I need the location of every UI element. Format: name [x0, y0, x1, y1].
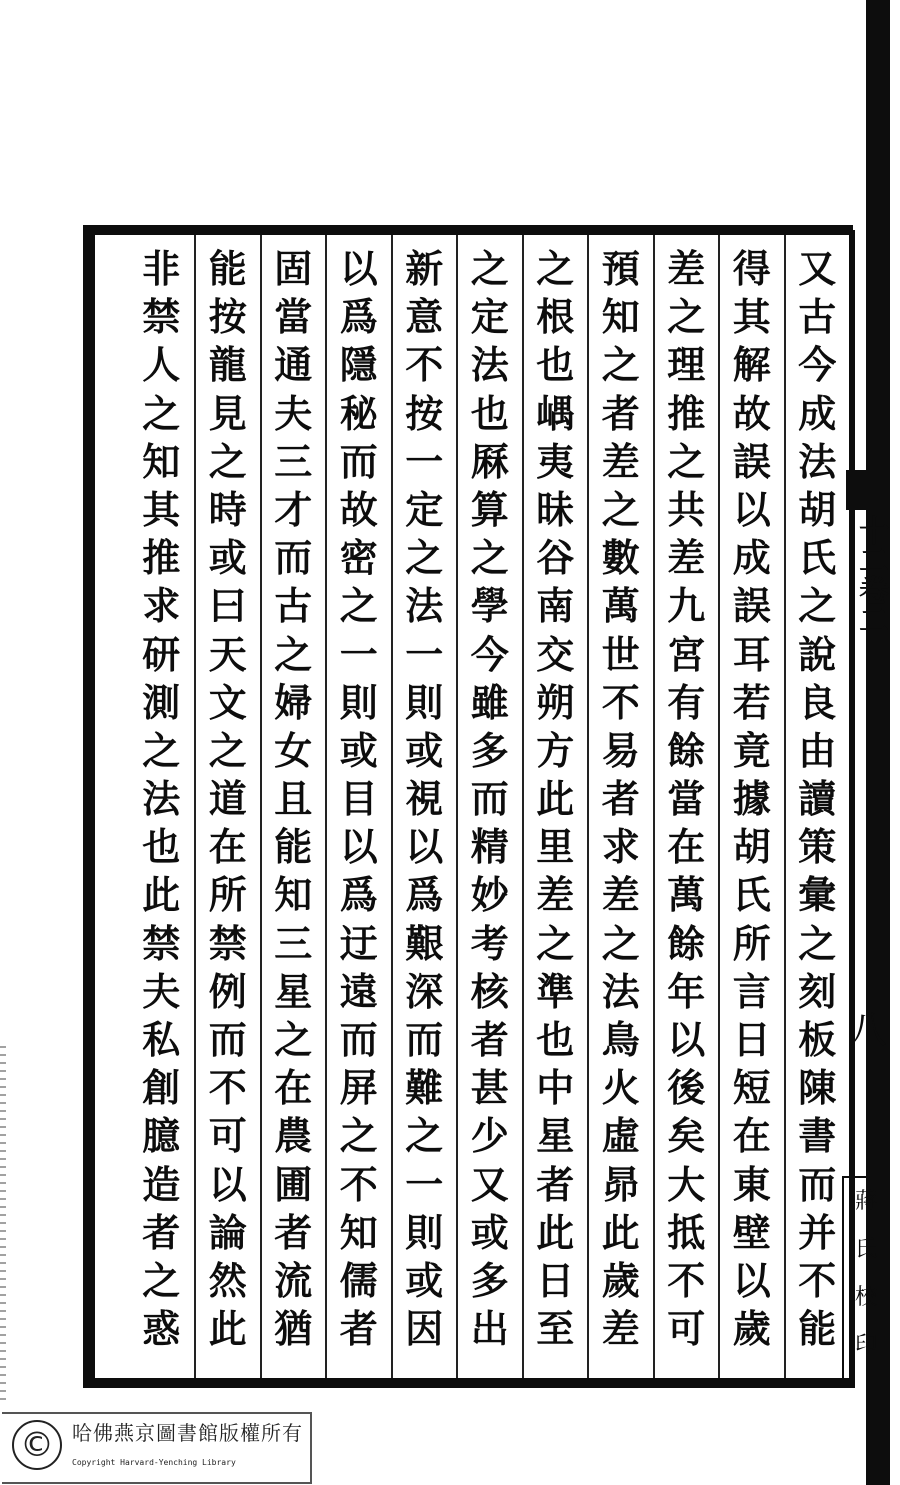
text-glyph: 屏	[339, 1065, 378, 1111]
text-glyph: 之	[798, 920, 837, 966]
text-glyph: 差	[667, 535, 706, 581]
text-glyph: 者	[601, 390, 640, 436]
text-glyph: 論	[208, 1209, 247, 1255]
text-glyph: 則	[339, 679, 378, 725]
text-glyph: 在	[732, 1113, 771, 1159]
text-glyph: 星	[274, 968, 313, 1014]
text-glyph: 之	[405, 1113, 444, 1159]
text-glyph: 星	[536, 1113, 575, 1159]
text-glyph: 火	[601, 1065, 640, 1111]
text-glyph: 一	[405, 631, 444, 677]
text-glyph: 法	[405, 583, 444, 629]
text-glyph: 以	[208, 1161, 247, 1207]
text-glyph: 又	[798, 246, 837, 291]
text-glyph: 天	[208, 631, 247, 677]
text-glyph: 在	[208, 824, 247, 870]
text-glyph: 數	[601, 535, 640, 581]
text-column	[587, 235, 653, 1378]
text-glyph: 臆	[142, 1113, 181, 1159]
text-glyph: 故	[732, 390, 771, 436]
text-glyph: 宮	[667, 631, 706, 677]
seal-char: 校	[854, 1285, 877, 1310]
text-glyph: 成	[798, 390, 837, 436]
text-glyph: 知	[339, 1209, 378, 1255]
text-glyph: 讀	[798, 776, 837, 822]
copyright-english: Copyright Harvard-Yenching Library	[72, 1458, 236, 1467]
text-glyph: 難	[405, 1065, 444, 1111]
text-glyph: 預	[601, 246, 640, 291]
text-glyph: 里	[536, 824, 575, 870]
text-glyph: 例	[208, 968, 247, 1014]
text-glyph: 當	[667, 776, 706, 822]
text-glyph: 刻	[798, 968, 837, 1014]
text-glyph: 而	[339, 1017, 378, 1062]
text-glyph: 并	[798, 1209, 837, 1255]
text-glyph: 者	[470, 1017, 509, 1062]
text-column	[784, 235, 850, 1378]
text-glyph: 道	[208, 776, 247, 822]
text-glyph: 學	[470, 583, 509, 629]
text-glyph: 法	[470, 342, 509, 388]
text-glyph: 而	[339, 438, 378, 484]
text-glyph: 以	[732, 1257, 771, 1303]
text-glyph: 說	[798, 631, 837, 677]
text-glyph: 歲	[601, 1257, 640, 1303]
text-glyph: 能	[274, 824, 313, 870]
text-glyph: 新	[405, 246, 444, 291]
text-glyph: 陳	[798, 1065, 837, 1111]
text-column	[129, 235, 195, 1378]
text-glyph: 至	[536, 1306, 575, 1352]
text-glyph: 不	[798, 1257, 837, 1303]
text-glyph: 方	[536, 727, 575, 773]
text-glyph: 之	[536, 920, 575, 966]
text-glyph: 解	[732, 342, 771, 388]
text-glyph: 儒	[339, 1257, 378, 1303]
text-glyph: 彙	[798, 872, 837, 918]
text-glyph: 測	[142, 679, 181, 725]
text-glyph: 以	[667, 1017, 706, 1062]
text-glyph: 策	[798, 824, 837, 870]
text-glyph: 而	[208, 1017, 247, 1062]
text-glyph: 才	[274, 486, 313, 532]
text-glyph: 虛	[601, 1113, 640, 1159]
text-glyph: 差	[536, 872, 575, 918]
text-glyph: 鳥	[601, 1017, 640, 1062]
text-glyph: 或	[405, 1257, 444, 1303]
text-glyph: 此	[536, 776, 575, 822]
text-glyph: 之	[470, 246, 509, 291]
text-glyph: 固	[274, 246, 313, 291]
text-glyph: 此	[536, 1209, 575, 1255]
text-glyph: 私	[142, 1017, 181, 1062]
text-glyph: 通	[274, 342, 313, 388]
text-glyph: 知	[274, 872, 313, 918]
text-glyph: 書	[798, 1113, 837, 1159]
text-glyph: 妙	[470, 872, 509, 918]
text-glyph: 甚	[470, 1065, 509, 1111]
text-glyph: 所	[732, 920, 771, 966]
text-glyph: 爲	[405, 872, 444, 918]
text-glyph: 三	[274, 920, 313, 966]
text-column	[260, 235, 326, 1378]
text-glyph: 見	[208, 390, 247, 436]
text-glyph: 一	[405, 1161, 444, 1207]
text-glyph: 或	[405, 727, 444, 773]
text-glyph: 朔	[536, 679, 575, 725]
text-glyph: 者	[142, 1209, 181, 1255]
text-glyph: 昴	[601, 1161, 640, 1207]
text-glyph: 誤	[732, 438, 771, 484]
text-glyph: 差	[601, 872, 640, 918]
page-number: 八	[848, 1008, 887, 1052]
text-glyph: 不	[601, 679, 640, 725]
copyright-icon: ©	[12, 1420, 62, 1470]
text-glyph: 之	[339, 1113, 378, 1159]
text-column	[194, 235, 260, 1378]
text-glyph: 時	[208, 486, 247, 532]
text-glyph: 知	[601, 294, 640, 340]
text-glyph: 深	[405, 968, 444, 1014]
text-glyph: 日	[536, 1257, 575, 1303]
text-glyph: 婦	[274, 679, 313, 725]
text-glyph: 以	[339, 246, 378, 291]
text-glyph: 之	[142, 390, 181, 436]
text-glyph: 惑	[142, 1306, 181, 1352]
text-glyph: 氏	[732, 872, 771, 918]
text-glyph: 迂	[339, 920, 378, 966]
text-glyph: 不	[339, 1161, 378, 1207]
text-glyph: 曰	[208, 583, 247, 629]
text-glyph: 今	[470, 631, 509, 677]
text-glyph: 者	[274, 1209, 313, 1255]
text-glyph: 定	[405, 486, 444, 532]
text-glyph: 夷	[536, 438, 575, 484]
text-glyph: 之	[274, 631, 313, 677]
text-glyph: 抵	[667, 1209, 706, 1255]
text-glyph: 而	[470, 776, 509, 822]
text-glyph: 之	[667, 294, 706, 340]
text-glyph: 核	[470, 968, 509, 1014]
text-glyph: 之	[667, 438, 706, 484]
text-glyph: 可	[667, 1306, 706, 1352]
text-glyph: 之	[601, 920, 640, 966]
text-glyph: 共	[667, 486, 706, 532]
text-glyph: 日	[732, 1017, 771, 1062]
text-column	[391, 235, 457, 1378]
text-glyph: 定	[470, 294, 509, 340]
text-glyph: 此	[601, 1209, 640, 1255]
text-glyph: 不	[405, 342, 444, 388]
text-glyph: 氏	[798, 535, 837, 581]
text-glyph: 胡	[732, 824, 771, 870]
collector-seal	[842, 1176, 888, 1383]
text-glyph: 嵎	[536, 390, 575, 436]
text-glyph: 不	[667, 1257, 706, 1303]
text-glyph: 此	[142, 872, 181, 918]
text-glyph: 可	[208, 1113, 247, 1159]
text-glyph: 龍	[208, 342, 247, 388]
text-glyph: 法	[798, 438, 837, 484]
text-glyph: 之	[601, 342, 640, 388]
text-glyph: 之	[601, 486, 640, 532]
text-glyph: 年	[667, 968, 706, 1014]
text-glyph: 者	[601, 776, 640, 822]
text-glyph: 能	[208, 246, 247, 291]
text-glyph: 意	[405, 294, 444, 340]
text-glyph: 爲	[339, 872, 378, 918]
text-glyph: 以	[732, 486, 771, 532]
text-glyph: 良	[798, 679, 837, 725]
text-glyph: 在	[667, 824, 706, 870]
text-glyph: 禁	[142, 920, 181, 966]
text-glyph: 餘	[667, 920, 706, 966]
text-glyph: 隱	[339, 342, 378, 388]
text-glyph: 之	[470, 535, 509, 581]
text-glyph: 谷	[536, 535, 575, 581]
text-glyph: 求	[601, 824, 640, 870]
text-glyph: 中	[536, 1065, 575, 1111]
text-glyph: 猶	[274, 1306, 313, 1352]
text-glyph: 視	[405, 776, 444, 822]
text-glyph: 密	[339, 535, 378, 581]
text-columns	[95, 235, 849, 1378]
text-glyph: 厤	[470, 438, 509, 484]
text-glyph: 九	[667, 583, 706, 629]
text-glyph: 者	[339, 1306, 378, 1352]
text-glyph: 萬	[601, 583, 640, 629]
text-glyph: 者	[536, 1161, 575, 1207]
text-glyph: 差	[667, 246, 706, 291]
text-glyph: 差	[601, 1306, 640, 1352]
text-glyph: 則	[405, 1209, 444, 1255]
text-column	[522, 235, 588, 1378]
text-glyph: 又	[470, 1161, 509, 1207]
text-glyph: 農	[274, 1113, 313, 1159]
text-glyph: 交	[536, 631, 575, 677]
text-glyph: 爲	[339, 294, 378, 340]
text-glyph: 秘	[339, 390, 378, 436]
text-glyph: 夫	[142, 968, 181, 1014]
text-glyph: 世	[601, 631, 640, 677]
text-glyph: 禁	[142, 294, 181, 340]
text-glyph: 以	[405, 824, 444, 870]
text-glyph: 遠	[339, 968, 378, 1014]
text-glyph: 雖	[470, 679, 509, 725]
text-glyph: 昧	[536, 486, 575, 532]
text-glyph: 得	[732, 246, 771, 291]
text-glyph: 易	[601, 727, 640, 773]
text-glyph: 也	[536, 1017, 575, 1062]
text-column	[456, 235, 522, 1378]
text-glyph: 或	[470, 1209, 509, 1255]
text-glyph: 之	[274, 1017, 313, 1062]
text-glyph: 由	[798, 727, 837, 773]
text-glyph: 多	[470, 1257, 509, 1303]
text-glyph: 而	[798, 1161, 837, 1207]
text-glyph: 其	[142, 486, 181, 532]
text-glyph: 流	[274, 1257, 313, 1303]
text-glyph: 東	[732, 1161, 771, 1207]
text-glyph: 耳	[732, 631, 771, 677]
text-glyph: 算	[470, 486, 509, 532]
text-glyph: 若	[732, 679, 771, 725]
text-glyph: 法	[142, 776, 181, 822]
text-glyph: 推	[142, 535, 181, 581]
text-glyph: 言	[732, 968, 771, 1014]
text-glyph: 考	[470, 920, 509, 966]
text-glyph: 之	[142, 1257, 181, 1303]
seal-char: 氏	[854, 1237, 877, 1262]
text-glyph: 之	[405, 535, 444, 581]
text-glyph: 之	[208, 727, 247, 773]
text-glyph: 或	[208, 535, 247, 581]
text-glyph: 歲	[732, 1306, 771, 1352]
text-glyph: 南	[536, 583, 575, 629]
text-glyph: 然	[208, 1257, 247, 1303]
text-glyph: 能	[798, 1306, 837, 1352]
text-glyph: 古	[798, 294, 837, 340]
text-glyph: 成	[732, 535, 771, 581]
margin-title: 十二卷二	[853, 515, 888, 635]
text-glyph: 此	[208, 1306, 247, 1352]
text-glyph: 壁	[732, 1209, 771, 1255]
text-glyph: 禁	[208, 920, 247, 966]
text-glyph: 矣	[667, 1113, 706, 1159]
scan-noise	[0, 1040, 6, 1400]
text-glyph: 古	[274, 583, 313, 629]
text-glyph: 根	[536, 294, 575, 340]
text-glyph: 也	[470, 390, 509, 436]
text-glyph: 多	[470, 727, 509, 773]
text-column	[325, 235, 391, 1378]
text-glyph: 人	[142, 342, 181, 388]
text-glyph: 出	[470, 1306, 509, 1352]
text-glyph: 且	[274, 776, 313, 822]
text-glyph: 也	[536, 342, 575, 388]
text-glyph: 造	[142, 1161, 181, 1207]
text-glyph: 目	[339, 776, 378, 822]
text-glyph: 文	[208, 679, 247, 725]
text-glyph: 之	[208, 438, 247, 484]
text-glyph: 所	[208, 872, 247, 918]
text-glyph: 當	[274, 294, 313, 340]
text-glyph: 胡	[798, 486, 837, 532]
text-glyph: 一	[405, 438, 444, 484]
text-glyph: 也	[142, 824, 181, 870]
text-glyph: 不	[208, 1065, 247, 1111]
text-glyph: 則	[405, 679, 444, 725]
text-glyph: 夫	[274, 390, 313, 436]
text-glyph: 有	[667, 679, 706, 725]
text-glyph: 知	[142, 438, 181, 484]
text-column	[653, 235, 719, 1378]
fishtail-mark	[846, 470, 870, 510]
text-glyph: 圃	[274, 1161, 313, 1207]
text-glyph: 差	[601, 438, 640, 484]
text-glyph: 其	[732, 294, 771, 340]
seal-char: 蔣	[854, 1189, 877, 1214]
text-glyph: 在	[274, 1065, 313, 1111]
text-glyph: 據	[732, 776, 771, 822]
text-glyph: 研	[142, 631, 181, 677]
text-glyph: 三	[274, 438, 313, 484]
text-glyph: 餘	[667, 727, 706, 773]
text-glyph: 創	[142, 1065, 181, 1111]
text-glyph: 準	[536, 968, 575, 1014]
text-glyph: 而	[405, 1017, 444, 1062]
text-glyph: 短	[732, 1065, 771, 1111]
text-glyph: 精	[470, 824, 509, 870]
text-glyph: 求	[142, 583, 181, 629]
text-glyph: 一	[339, 631, 378, 677]
text-glyph: 按	[405, 390, 444, 436]
text-glyph: 推	[667, 390, 706, 436]
text-glyph: 或	[339, 727, 378, 773]
seal-char: 印	[854, 1333, 877, 1358]
text-glyph: 大	[667, 1161, 706, 1207]
text-glyph: 竟	[732, 727, 771, 773]
text-glyph: 之	[536, 246, 575, 291]
text-glyph: 後	[667, 1065, 706, 1111]
text-glyph: 以	[339, 824, 378, 870]
text-glyph: 少	[470, 1113, 509, 1159]
text-glyph: 誤	[732, 583, 771, 629]
text-glyph: 今	[798, 342, 837, 388]
text-glyph: 女	[274, 727, 313, 773]
text-glyph: 之	[339, 583, 378, 629]
text-glyph: 法	[601, 968, 640, 1014]
text-glyph: 理	[667, 342, 706, 388]
text-column	[718, 235, 784, 1378]
copyright-chinese: 哈佛燕京圖書館版權所有	[72, 1421, 303, 1445]
text-glyph: 之	[798, 583, 837, 629]
text-glyph: 萬	[667, 872, 706, 918]
text-glyph: 按	[208, 294, 247, 340]
text-glyph: 故	[339, 486, 378, 532]
page-edge-margin	[890, 0, 900, 1485]
text-glyph: 因	[405, 1306, 444, 1352]
text-glyph: 而	[274, 535, 313, 581]
text-glyph: 板	[798, 1017, 837, 1062]
text-glyph: 非	[142, 246, 181, 291]
text-glyph: 之	[142, 727, 181, 773]
text-glyph: 艱	[405, 920, 444, 966]
